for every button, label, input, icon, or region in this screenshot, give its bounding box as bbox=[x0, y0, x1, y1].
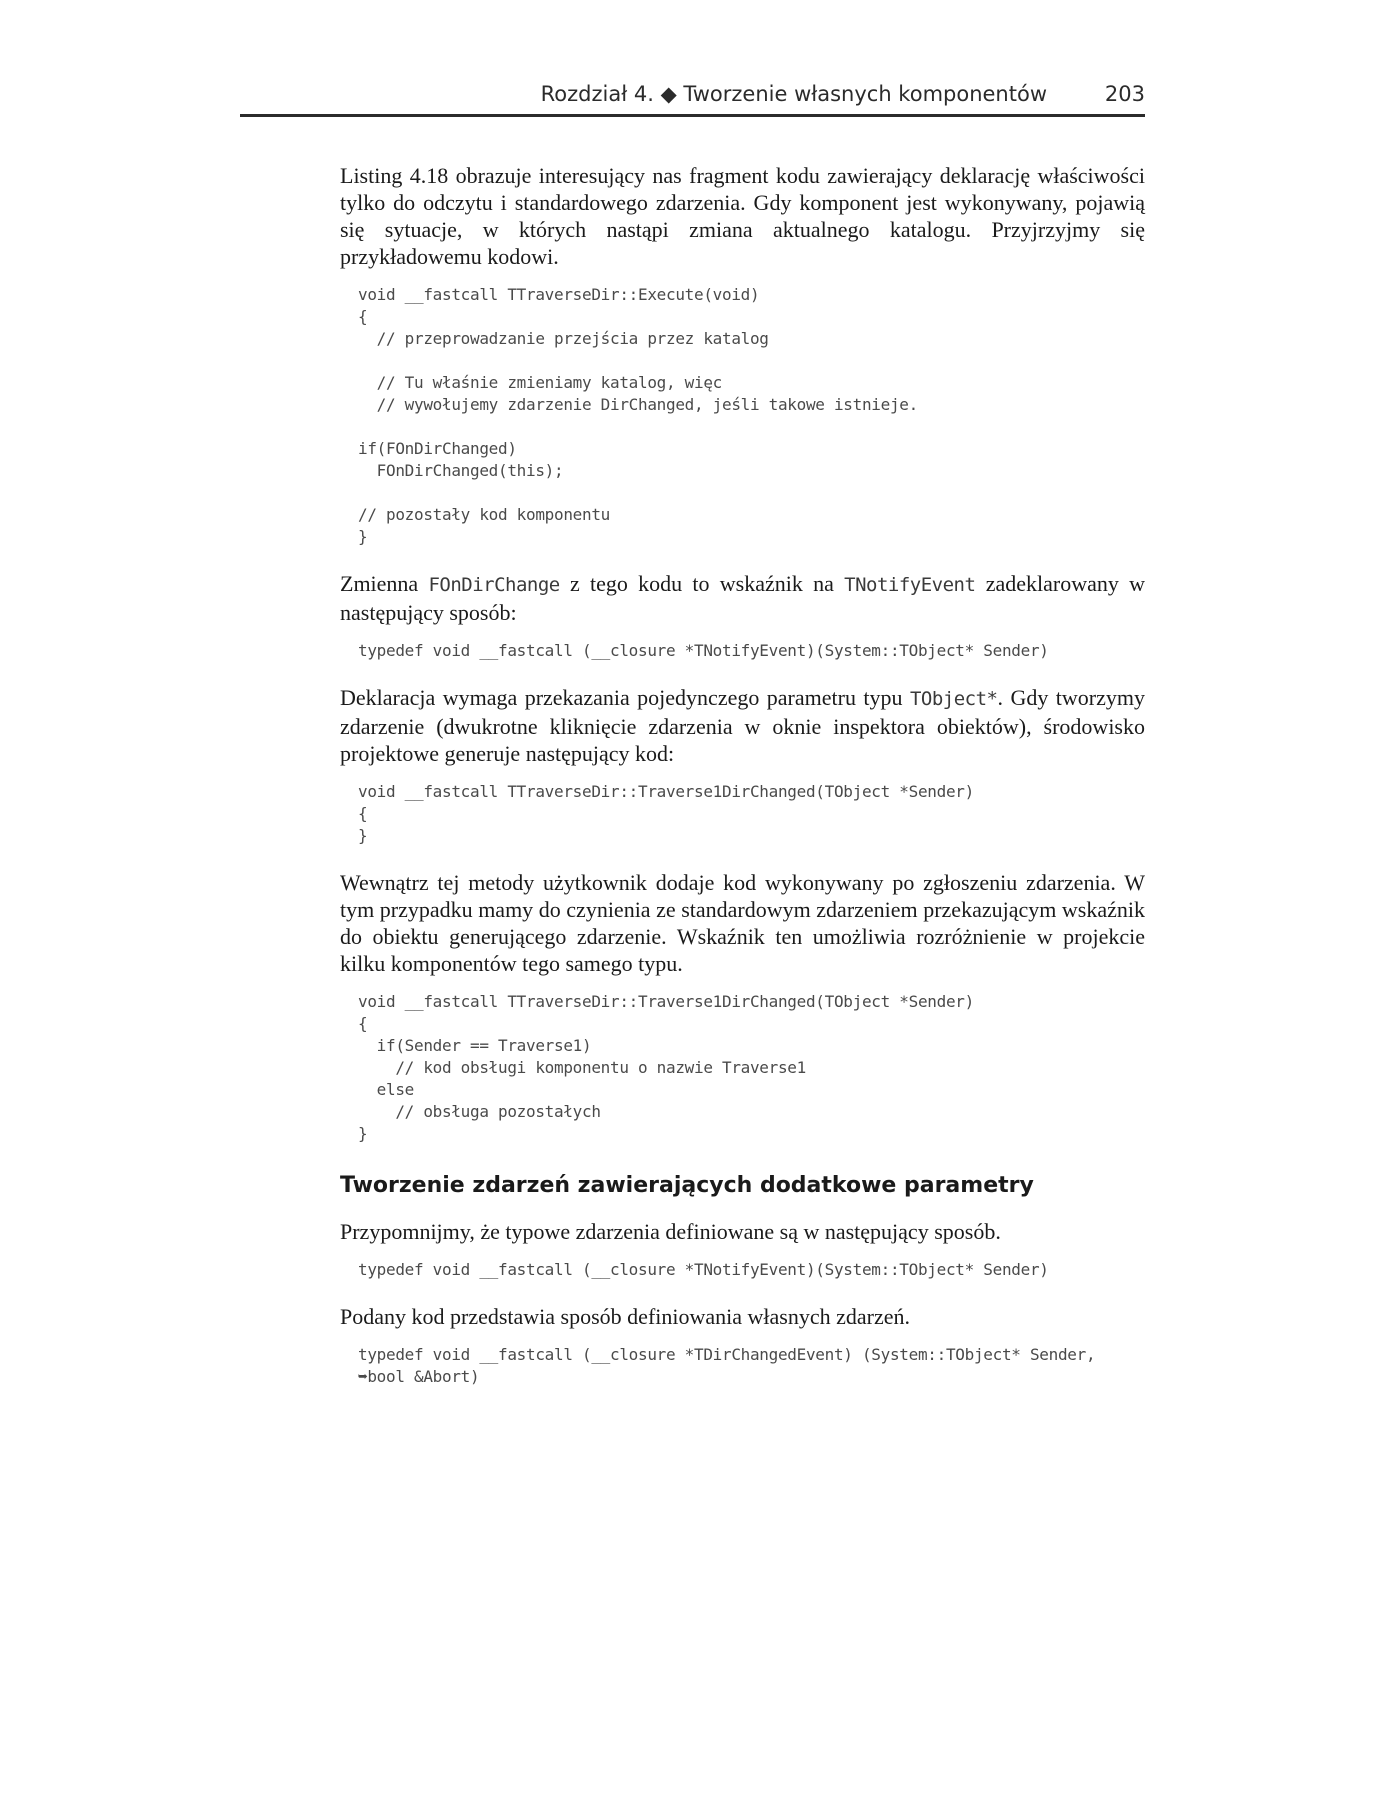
paragraph-text: Deklaracja wymaga przekazania pojedynczego parametru typu bbox=[340, 685, 910, 710]
paragraph-custom-events: Podany kod przedstawia sposób definiowania własnych zdarzeń. bbox=[340, 1304, 911, 1329]
paragraph-text: Zmienna bbox=[340, 571, 429, 596]
inline-code: TNotifyEvent bbox=[844, 574, 976, 596]
code-block-typedef-dirchanged: typedef void __fastcall (__closure *TDirChangedEvent) (System::TObject* Sender, ➥bool &Abort) bbox=[358, 1345, 1096, 1386]
paragraph-listing-intro: Listing 4.18 obrazuje interesujący nas fragment kodu zawierający deklarację właściwości tylko do odczytu i standardowego zdarzenia. Gdy komponent jest wykonywany, pojawią się sytuacje, w których nastąpi zmiana aktualnego katalogu. Przyjrzyjmy się przykładowemu kodowi. bbox=[340, 163, 1145, 269]
paragraph-text: z tego kodu to wskaźnik na bbox=[559, 571, 845, 596]
code-block-typedef-notify: typedef void __fastcall (__closure *TNotifyEvent)(System::TObject* Sender) bbox=[358, 641, 1049, 660]
code-block-typedef-notify-2: typedef void __fastcall (__closure *TNotifyEvent)(System::TObject* Sender) bbox=[358, 1260, 1049, 1279]
code-block-handler-empty: void __fastcall TTraverseDir::Traverse1DirChanged(TObject *Sender) { } bbox=[358, 782, 974, 845]
paragraph-text: . Gdy tworzymy zdarzenie (dwukrotne kliknięcie zdarzenia w oknie inspektora obiektów), środowisko projektowe generuje następujący kod: bbox=[340, 685, 1145, 766]
page-number: 203 bbox=[1104, 82, 1145, 106]
code-block-execute: void __fastcall TTraverseDir::Execute(void) { // przeprowadzanie przejścia przez katalog // Tu właśnie zmieniamy katalog, więc // wywołujemy zdarzenie DirChanged, jeśli takowe istnieje. if(FOnDirChanged) FOnDirChanged(this); // pozostały kod komponentu } bbox=[358, 285, 918, 546]
page-content bbox=[340, 162, 1145, 1410]
inline-code: TObject* bbox=[909, 688, 998, 710]
paragraph-inside-method: Wewnątrz tej metody użytkownik dodaje kod wykonywany po zgłoszeniu zdarzenia. W tym przypadku mamy do czynienia ze standardowym zdarzeniem przekazującym wskaźnik do obiektu generującego zdarzenie. Wskaźnik ten umożliwia rozróżnienie w projekcie kilku komponentów tego samego typu. bbox=[340, 870, 1145, 976]
paragraph-fondirchange bbox=[340, 570, 1145, 626]
running-header bbox=[240, 82, 1145, 112]
inline-code: FOnDirChange bbox=[428, 574, 560, 596]
paragraph-declaration bbox=[340, 684, 1145, 767]
section-heading: Tworzenie zdarzeń zawierających dodatkowe parametry bbox=[340, 1173, 1034, 1198]
paragraph-text: zadeklarowany w następujący sposób: bbox=[340, 571, 1145, 625]
header-rule bbox=[240, 114, 1145, 117]
chapter-title: Rozdział 4. ◆ Tworzenie własnych komponentów bbox=[540, 82, 1047, 106]
paragraph-recall: Przypomnijmy, że typowe zdarzenia definiowane są w następujący sposób. bbox=[340, 1219, 1001, 1244]
code-block-handler-sender: void __fastcall TTraverseDir::Traverse1DirChanged(TObject *Sender) { if(Sender == Traverse1) // kod obsługi komponentu o nazwie Traverse1 else // obsługa pozostałych } bbox=[358, 992, 974, 1143]
